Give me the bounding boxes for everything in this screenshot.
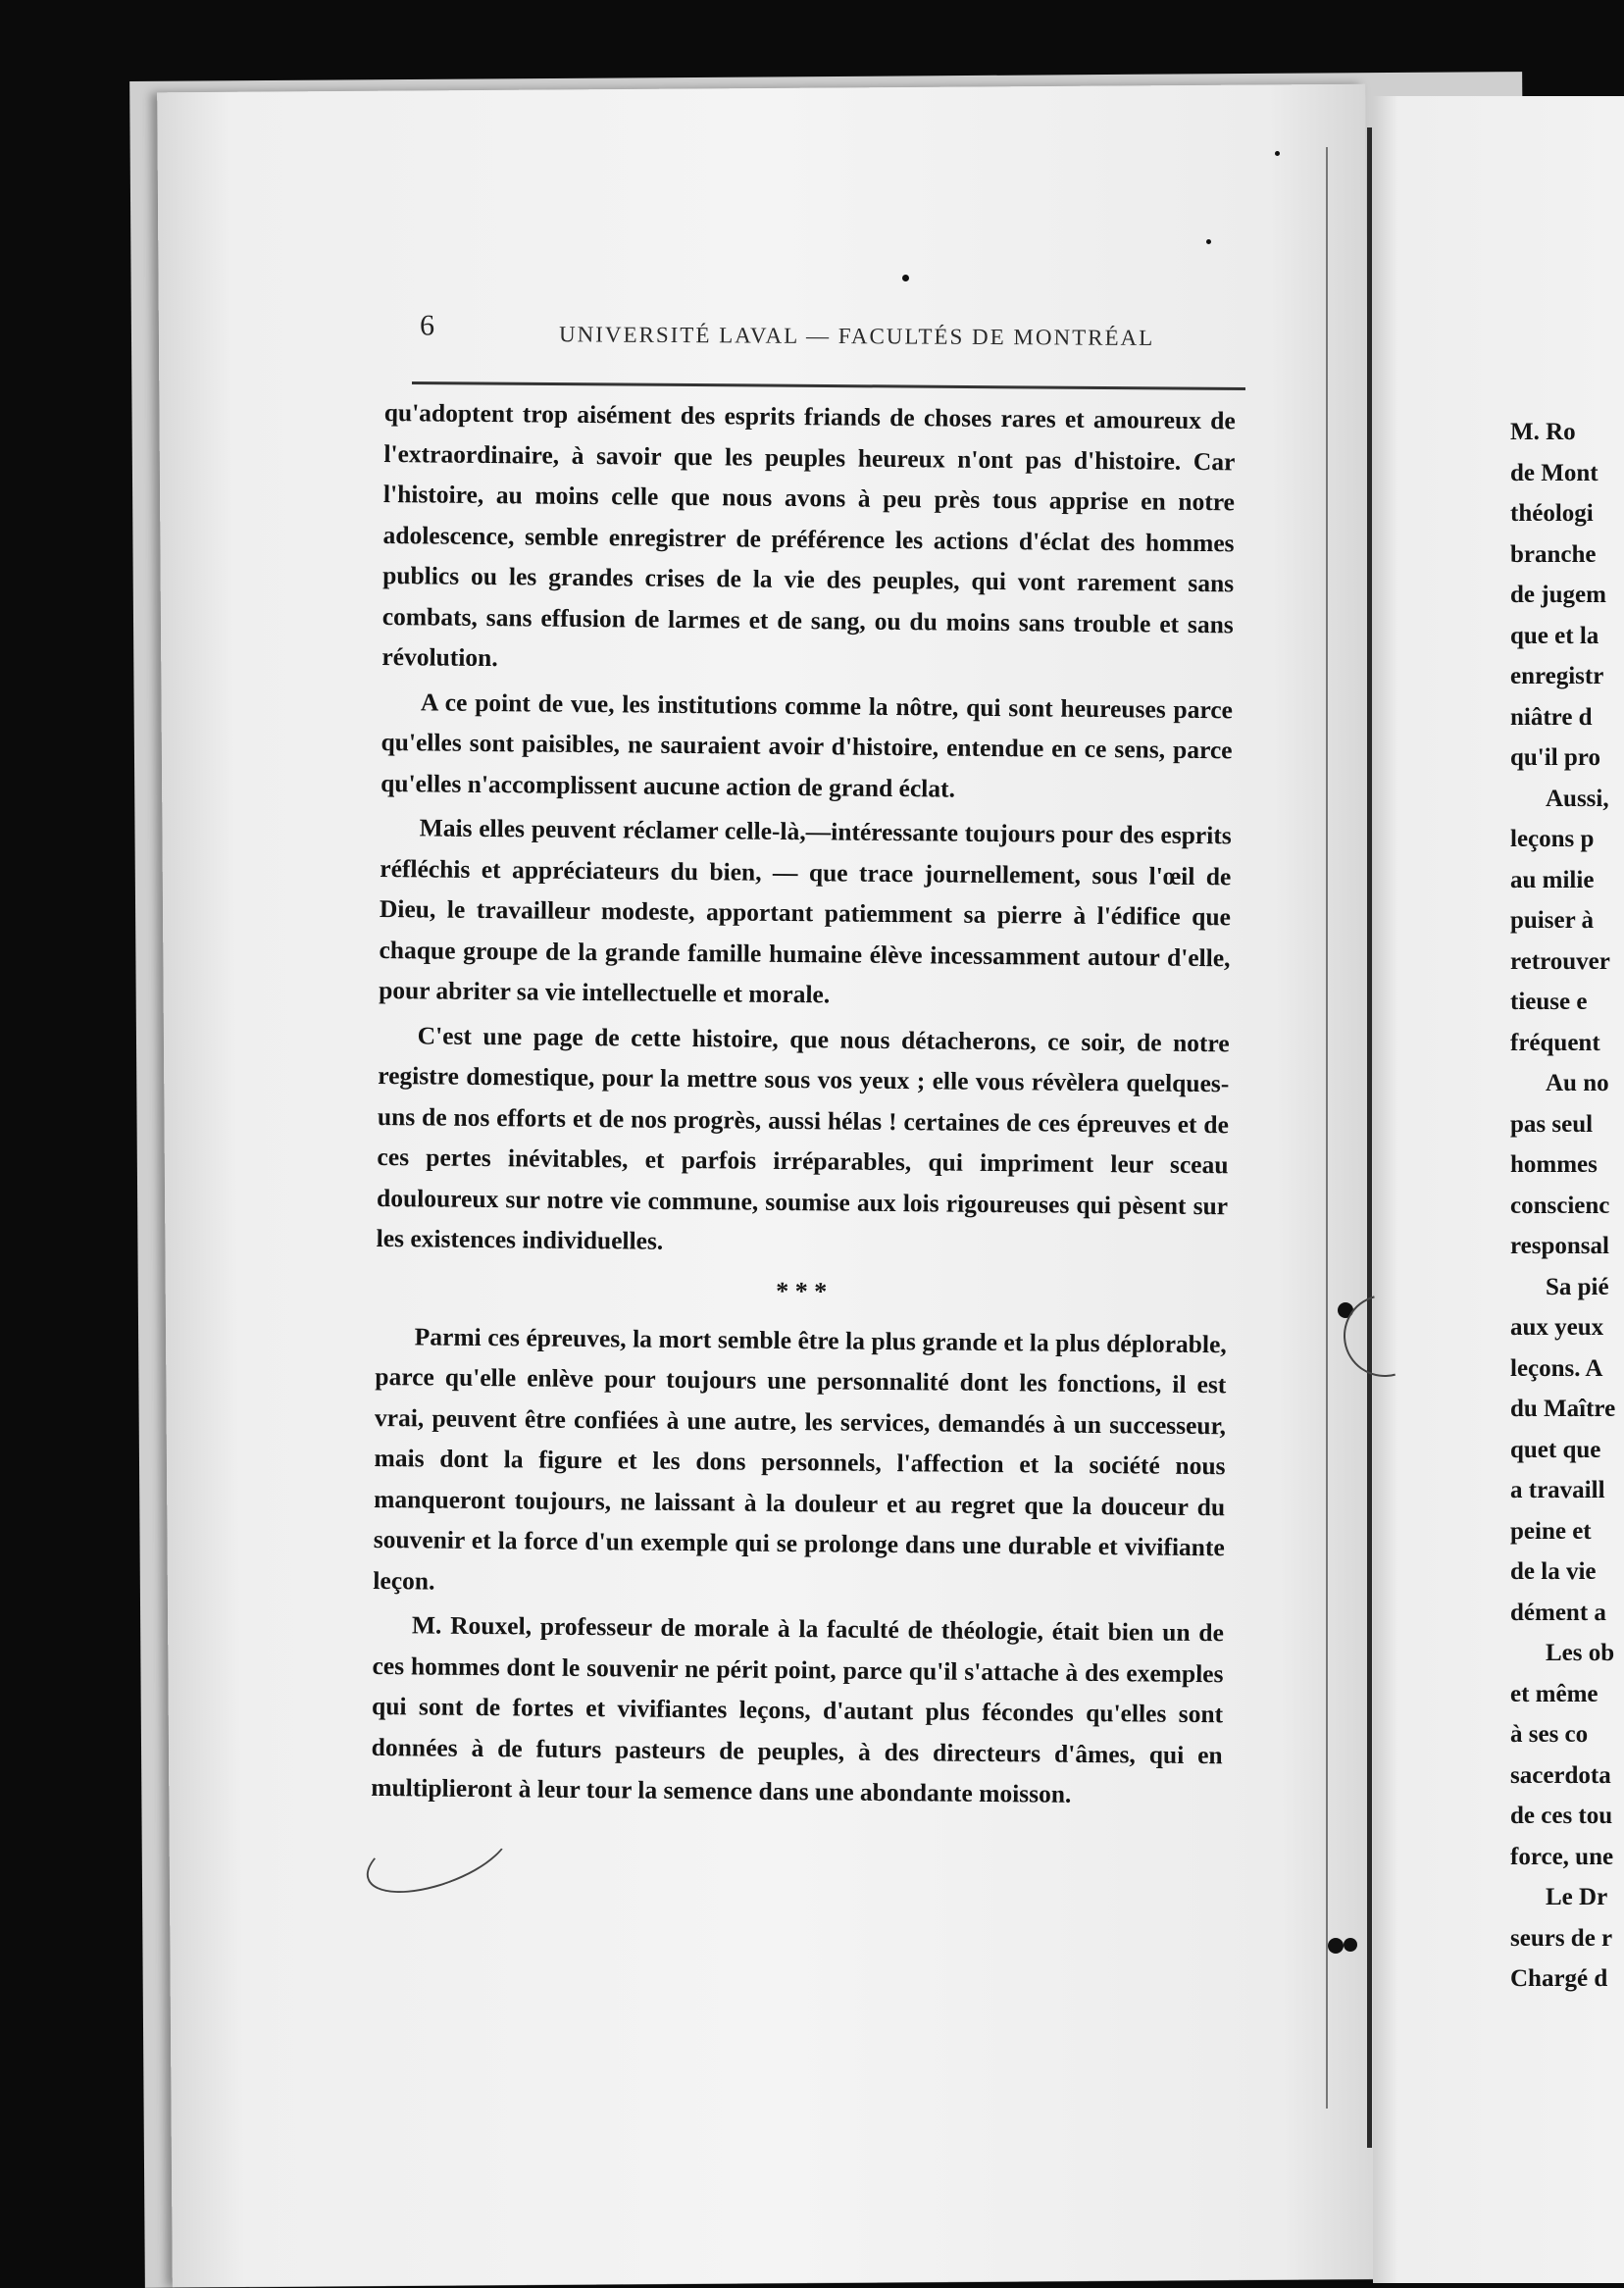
right-line: leçons. A <box>1510 1354 1603 1382</box>
running-head: UNIVERSITÉ LAVAL — FACULTÉS DE MONTRÉAL <box>558 322 1155 351</box>
right-line: Le Dr <box>1546 1884 1608 1910</box>
right-line: théologi <box>1510 500 1594 527</box>
paragraph-4: C'est une page de cette histoire, que nous détacherons, ce soir, de notre registre domestique, pour la mettre sous vos yeux ; elle vous révèlera quelques-uns de nos efforts et de nos progrès, aussi hélas ! certaines de ces épreuves et de ces pertes inévitables, et parfois irréparables, qui impriment leur sceau douloureux sur notre vie commune, soumise aux lois rigoureuses qui pèsent sur les existences individuelles. <box>376 1020 1230 1255</box>
page-fold-line <box>1326 147 1328 2109</box>
binding-hole-dot <box>1328 1938 1344 1954</box>
page-number: 6 <box>419 309 435 342</box>
right-line: retrouver <box>1510 947 1610 975</box>
right-line: puiser à <box>1510 907 1594 934</box>
right-line: seurs de r <box>1510 1924 1613 1952</box>
right-line: Chargé d <box>1510 1965 1608 1992</box>
right-line: Aussi, <box>1546 785 1609 812</box>
right-line: au milie <box>1510 866 1595 893</box>
right-line: fréquent <box>1510 1029 1600 1056</box>
right-line: tieuse e <box>1510 989 1588 1015</box>
right-line: de jugem <box>1510 582 1606 608</box>
paragraph-6: M. Rouxel, professeur de morale à la faculté de théologie, était bien un de ces hommes dont le souvenir ne périt point, parce qu'il s'attache à des exemples qui sont de fortes et vivifiantes leçons, d'autant plus fécondes qu'elles sont données à de futurs pasteurs de peuples, à des directeurs d'âmes, qui en multiplieront à leur tour la semence dans une abondante moisson. <box>371 1610 1225 1808</box>
paragraph-2: A ce point de vue, les institutions comme la nôtre, qui sont heureuses parce qu'elles sont paisibles, ne sauraient avoir d'histoire, entendue en ce sens, parce qu'elles n'accomplissent aucune action de grand éclat. <box>381 686 1234 803</box>
ink-speck <box>1206 239 1211 244</box>
right-line: responsal <box>1510 1233 1609 1259</box>
right-line: Les ob <box>1546 1640 1615 1666</box>
right-line: a travaill <box>1510 1477 1605 1503</box>
right-line: M. Ro <box>1510 419 1576 445</box>
right-line: sacerdota <box>1510 1761 1611 1789</box>
right-line: peine et <box>1510 1517 1592 1545</box>
ink-speck <box>902 275 909 281</box>
right-line: enregistr <box>1510 663 1604 689</box>
ink-speck <box>1275 151 1280 156</box>
right-line: force, une <box>1510 1843 1614 1870</box>
section-separator: * * * <box>776 1276 828 1305</box>
right-line: aux yeux <box>1510 1314 1604 1341</box>
right-line: de Mont <box>1510 459 1599 486</box>
paragraph-3: Mais elles peuvent réclamer celle-là,—intéressante toujours pour des esprits réfléchis et appréciateurs du bien, — que trace journellement, sous l'œil de Dieu, le travailleur modeste, apportant patiemment sa pierre à l'édifice que chaque groupe de la grande famille humaine élève incessamment autour d'elle, pour abriter sa vie intellectuelle et morale. <box>379 813 1232 1009</box>
right-line: qu'il pro <box>1510 744 1600 771</box>
right-line: de la vie <box>1510 1558 1597 1585</box>
paragraph-1: qu'adoptent trop aisément des esprits friands de choses rares et amoureux de l'extraordinaire, à savoir que les peuples heureux n'ont pas d'histoire. Car l'histoire, au moins celle que nous avons à peu près tous apprise en notre adolescence, semble enregistrer de préférence les actions d'éclat des hommes publics ou les grandes crises de la vie des peuples, qui vont rarement sans combats, sans effusion de larmes et de sang, ou du moins sans trouble et sans révolution. <box>381 397 1236 673</box>
right-line: Au no <box>1546 1070 1609 1096</box>
body-text <box>371 392 1236 1816</box>
right-line: conscienc <box>1510 1192 1610 1219</box>
gutter-shadow <box>1367 127 1372 2148</box>
right-line: niâtre d <box>1510 703 1593 731</box>
right-line: Sa pié <box>1546 1273 1609 1300</box>
right-line: à ses co <box>1510 1721 1589 1748</box>
right-line: quet que <box>1510 1436 1601 1463</box>
right-line: leçons p <box>1510 826 1595 852</box>
right-line: branche <box>1510 540 1597 568</box>
right-line: et même <box>1510 1680 1599 1707</box>
right-line: de ces tou <box>1510 1803 1613 1829</box>
paragraph-5: Parmi ces épreuves, la mort semble être la plus grande et la plus déplorable, parce qu'elle enlève pour toujours une personnalité dont les fonctions, il est vrai, peuvent être confiées à une autre, les services, demandés à un successeur, mais dont la figure et les dons personnels, l'affection et la société nous manqueront toujours, ne laissant à la douleur et au regret que la douceur du souvenir et la force d'un exemple qui se prolonge dans une durable et vivifiante leçon. <box>373 1321 1227 1596</box>
binding-hole-dot <box>1344 1938 1357 1952</box>
right-line: dément a <box>1510 1599 1606 1626</box>
right-line: pas seul <box>1510 1110 1594 1138</box>
right-page-text <box>1510 412 1624 2000</box>
right-line: que et la <box>1510 622 1599 649</box>
right-line: hommes <box>1510 1151 1598 1178</box>
page-header <box>420 309 1243 361</box>
right-line: du Maître <box>1510 1396 1616 1422</box>
